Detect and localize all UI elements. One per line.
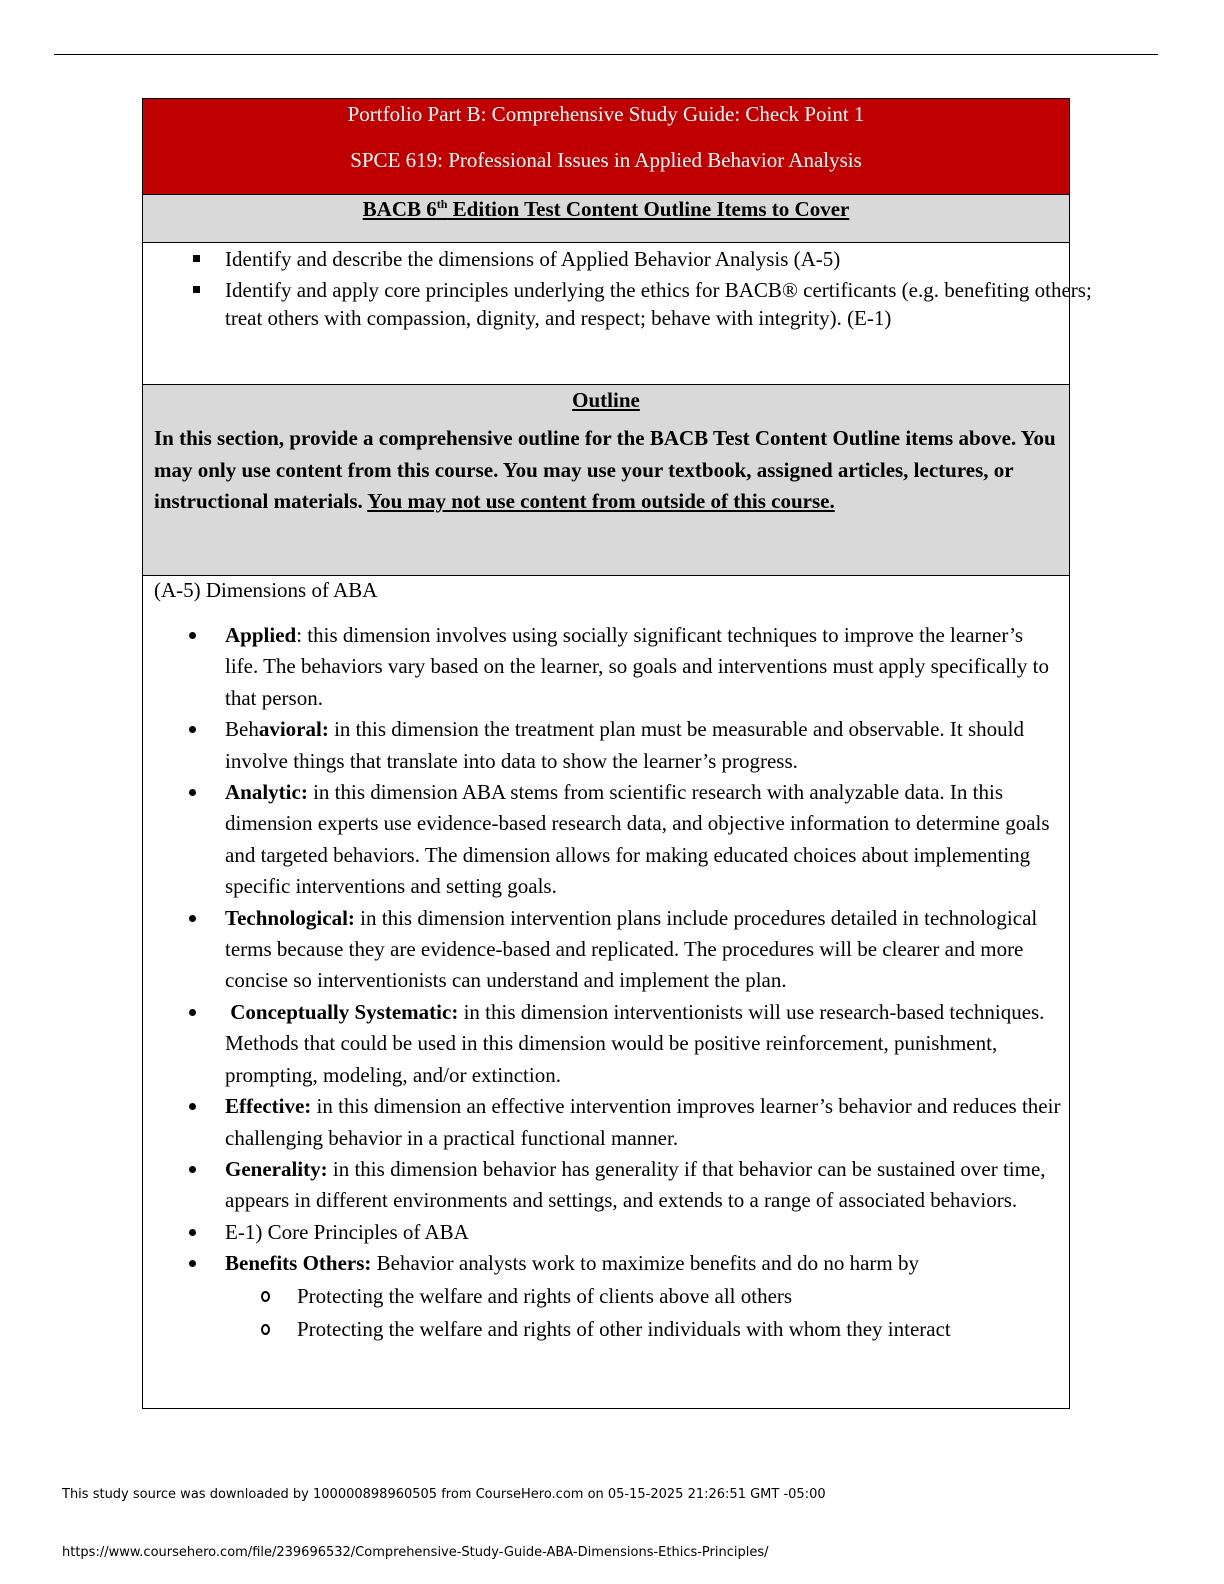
download-source-note: This study source was downloaded by 100000898960505 from CourseHero.com on 05-15-2025 21:26:51 GMT -05:00 xyxy=(62,1487,826,1502)
bacb-item-text: Identify and apply core principles underlying the ethics for BACB® certificants (e.g. benefiting others; treat others with compassion, dignity, and respect; behave with integrity). (E-1) xyxy=(225,278,1092,330)
dimension-text: in this dimension behavior has generality if that behavior can be sustained over time, appears in different environments and settings, and extends to a range of associated behaviors. xyxy=(225,1156,1046,1213)
outline-instructions-underlined: You may not use content from outside of this course. xyxy=(367,489,835,513)
list-item xyxy=(154,903,1069,997)
bullet-icon xyxy=(189,1009,196,1016)
list-item xyxy=(154,997,1069,1091)
dimension-term: Effective: xyxy=(225,1094,312,1119)
course-title: SPCE 619: Professional Issues in Applied Behavior Analysis xyxy=(350,148,862,172)
list-item xyxy=(154,1091,1069,1154)
list-item xyxy=(154,1248,1069,1345)
dimension-text: in this dimension the treatment plan must be measurable and observable. It should involve things that translate into data to show the learner’s progress. xyxy=(225,717,1024,773)
outline-row xyxy=(143,385,1069,576)
benefits-text: Behavior analysts work to maximize benefits and do no harm by xyxy=(371,1251,920,1276)
dimension-text: in this dimension ABA stems from scientific research with analyzable data. In this dimension experts use evidence-based research data, and objective information to determine goals and targeted behaviors. The dimension allows for making educated choices about implementing specific interventions and setting goals. xyxy=(225,780,1050,899)
bullet-icon xyxy=(189,789,196,796)
bacb-item-text: Identify and describe the dimensions of Applied Behavior Analysis (A-5) xyxy=(225,247,841,271)
bullet-icon xyxy=(189,1229,196,1236)
source-url[interactable]: https://www.coursehero.com/file/239696532/Comprehensive-Study-Guide-ABA-Dimensions-Ethics-Principles/ xyxy=(62,1545,769,1560)
dimension-text: in this dimension interventionists will use research-based techniques. Methods that could be used in this dimension would be positive reinforcement, punishment, prompting, modeling, and/or extinction. xyxy=(225,999,1045,1087)
sub-item-text: Protecting the welfare and rights of other individuals with whom they interact xyxy=(297,1316,951,1341)
bacb-items-list xyxy=(143,245,1092,332)
bacb-item xyxy=(143,276,1099,332)
circle-bullet-icon xyxy=(261,1291,270,1302)
outline-instructions xyxy=(154,423,1058,518)
dimension-term: avioral: xyxy=(258,717,329,742)
section-heading: (A-5) Dimensions of ABA xyxy=(154,578,378,602)
list-item xyxy=(154,1217,1069,1248)
dimension-term: Technological: xyxy=(225,905,355,930)
sub-list-item xyxy=(154,1280,1061,1313)
list-item xyxy=(154,620,1069,714)
sub-list-item xyxy=(154,1313,1061,1346)
bullet-icon xyxy=(189,726,196,733)
dimension-term: Generality: xyxy=(225,1156,328,1181)
dimensions-list xyxy=(154,620,1069,1346)
dimension-text: : this dimension involves using socially significant techniques to improve the learner’s life. The behaviors vary based on the learner, so goals and interventions must apply specifically to that person. xyxy=(225,623,1049,710)
bacb-heading xyxy=(363,197,850,221)
bullet-icon xyxy=(189,632,196,639)
dimension-term: Analytic: xyxy=(225,780,308,805)
bullet-icon xyxy=(189,1166,196,1173)
core-principles-heading: E-1) Core Principles of ABA xyxy=(225,1219,469,1244)
bacb-heading-row xyxy=(143,195,1069,243)
bacb-item xyxy=(143,245,1099,273)
title-row xyxy=(143,99,1069,195)
dimension-term: Applied xyxy=(225,623,297,647)
page-top-rule xyxy=(54,54,1158,55)
document-title: Portfolio Part B: Comprehensive Study Guide: Check Point 1 xyxy=(347,102,865,126)
outline-heading: Outline xyxy=(572,388,640,412)
bullet-icon xyxy=(189,1103,196,1110)
bacb-heading-sup: th xyxy=(436,197,448,211)
dimension-term: Conceptually Systematic: xyxy=(230,999,459,1024)
list-item xyxy=(154,777,1069,903)
dimension-text: in this dimension intervention plans include procedures detailed in technological terms because they are evidence-based and replicated. The procedures will be clearer and more concise so interventionists can understand and implement the plan. xyxy=(225,905,1038,993)
benefits-term: Benefits Others: xyxy=(225,1251,372,1276)
bacb-heading-pre: BACB 6 xyxy=(362,197,437,221)
sub-item-text: Protecting the welfare and rights of clients above all others xyxy=(297,1283,793,1308)
circle-bullet-icon xyxy=(261,1324,270,1335)
bullet-icon xyxy=(189,1260,196,1267)
list-item xyxy=(154,1154,1069,1217)
bullet-icon xyxy=(189,915,196,922)
bacb-heading-post: Edition Test Content Outline Items to Cover xyxy=(447,197,850,221)
bacb-items-row xyxy=(143,243,1092,385)
study-guide-table xyxy=(142,98,1092,1409)
dimension-pre: Beh xyxy=(225,717,259,742)
list-item xyxy=(154,714,1069,777)
content-row xyxy=(143,576,1069,1408)
outline-instructions-text: In this section, provide a comprehensive outline for the BACB Test Content Outline items above. You may only use content from this course. You may use your textbook, assigned articles, lectures, or instructional materials. xyxy=(154,426,1056,513)
square-bullet-icon xyxy=(193,255,200,262)
square-bullet-icon xyxy=(193,286,200,293)
dimension-text: in this dimension an effective intervention improves learner’s behavior and reduces their challenging behavior in a practical functional manner. xyxy=(225,1094,1061,1150)
benefits-sublist xyxy=(225,1280,1061,1346)
